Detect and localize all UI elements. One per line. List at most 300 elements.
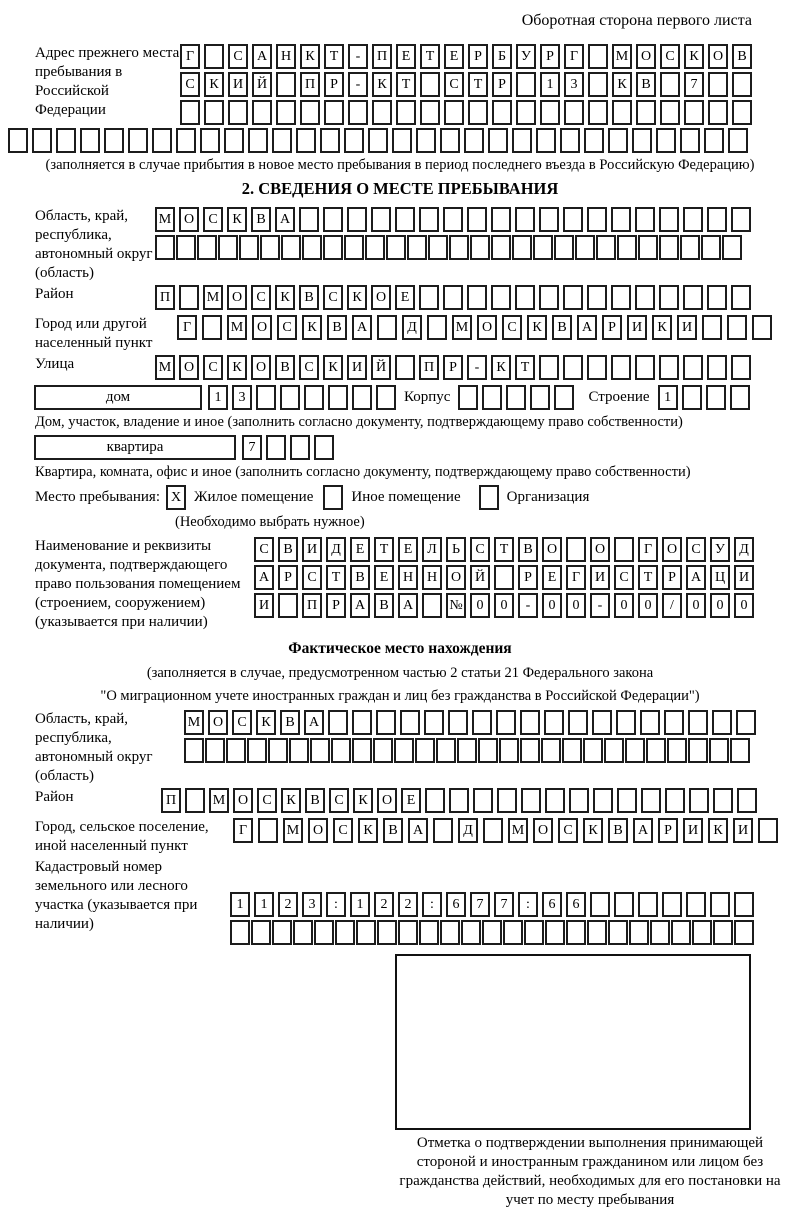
char-box[interactable]: И	[347, 355, 367, 380]
char-box[interactable]: К	[372, 72, 392, 97]
char-box[interactable]	[539, 207, 559, 232]
char-box[interactable]: Е	[542, 565, 562, 590]
char-box[interactable]: -	[590, 593, 610, 618]
char-box[interactable]: В	[518, 537, 538, 562]
char-box[interactable]	[268, 738, 288, 763]
char-box[interactable]: С	[251, 285, 271, 310]
char-box[interactable]	[56, 128, 76, 153]
char-box[interactable]	[256, 385, 276, 410]
char-box[interactable]: С	[502, 315, 522, 340]
char-box[interactable]	[688, 710, 708, 735]
char-box[interactable]	[293, 920, 313, 945]
char-box[interactable]	[488, 128, 508, 153]
char-box[interactable]	[230, 920, 250, 945]
char-box[interactable]: М	[209, 788, 229, 813]
char-box[interactable]: О	[377, 788, 397, 813]
char-box[interactable]	[708, 72, 728, 97]
char-box[interactable]: Й	[252, 72, 272, 97]
char-box[interactable]: С	[333, 818, 353, 843]
char-box[interactable]	[473, 788, 493, 813]
checkbox-zhiloe[interactable]: X	[166, 485, 186, 510]
char-box[interactable]	[554, 385, 574, 410]
char-box[interactable]	[228, 100, 248, 125]
char-box[interactable]: В	[732, 44, 752, 69]
char-box[interactable]: К	[302, 315, 322, 340]
char-box[interactable]: К	[612, 72, 632, 97]
char-box[interactable]	[635, 207, 655, 232]
char-box[interactable]: Т	[324, 44, 344, 69]
char-box[interactable]: №	[446, 593, 466, 618]
char-box[interactable]: 0	[494, 593, 514, 618]
char-box[interactable]	[377, 315, 397, 340]
char-box[interactable]: О	[636, 44, 656, 69]
char-box[interactable]	[482, 385, 502, 410]
char-box[interactable]	[732, 100, 752, 125]
char-box[interactable]	[344, 235, 364, 260]
char-box[interactable]	[588, 44, 608, 69]
char-box[interactable]: К	[358, 818, 378, 843]
char-box[interactable]: Й	[470, 565, 490, 590]
char-box[interactable]	[396, 100, 416, 125]
char-box[interactable]	[386, 235, 406, 260]
char-box[interactable]: К	[275, 285, 295, 310]
char-box[interactable]	[713, 920, 733, 945]
char-box[interactable]: 3	[232, 385, 252, 410]
char-box[interactable]: И	[627, 315, 647, 340]
char-box[interactable]	[104, 128, 124, 153]
char-box[interactable]	[377, 920, 397, 945]
char-box[interactable]	[394, 738, 414, 763]
char-box[interactable]	[310, 738, 330, 763]
char-box[interactable]	[704, 128, 724, 153]
char-box[interactable]: 0	[566, 593, 586, 618]
char-box[interactable]: Р	[602, 315, 622, 340]
char-box[interactable]	[710, 892, 730, 917]
char-box[interactable]: И	[683, 818, 703, 843]
char-box[interactable]	[436, 738, 456, 763]
char-box[interactable]	[617, 788, 637, 813]
char-box[interactable]	[660, 100, 680, 125]
char-box[interactable]: С	[686, 537, 706, 562]
char-box[interactable]	[596, 235, 616, 260]
char-box[interactable]	[276, 100, 296, 125]
char-box[interactable]	[611, 355, 631, 380]
char-box[interactable]: -	[467, 355, 487, 380]
char-box[interactable]: Т	[468, 72, 488, 97]
char-box[interactable]: О	[590, 537, 610, 562]
char-box[interactable]	[398, 920, 418, 945]
char-box[interactable]	[524, 920, 544, 945]
char-box[interactable]	[400, 710, 420, 735]
char-box[interactable]: С	[444, 72, 464, 97]
char-box[interactable]: 3	[302, 892, 322, 917]
char-box[interactable]: С	[660, 44, 680, 69]
char-box[interactable]: П	[372, 44, 392, 69]
char-box[interactable]: О	[179, 355, 199, 380]
char-box[interactable]	[731, 355, 751, 380]
char-box[interactable]	[722, 235, 742, 260]
char-box[interactable]	[478, 738, 498, 763]
char-box[interactable]: О	[251, 355, 271, 380]
char-box[interactable]: 1	[540, 72, 560, 97]
char-box[interactable]	[202, 315, 222, 340]
char-box[interactable]: 0	[734, 593, 754, 618]
char-box[interactable]: У	[710, 537, 730, 562]
char-box[interactable]	[641, 788, 661, 813]
char-box[interactable]: 0	[710, 593, 730, 618]
char-box[interactable]	[683, 285, 703, 310]
char-box[interactable]	[682, 385, 702, 410]
char-box[interactable]: А	[254, 565, 274, 590]
char-box[interactable]: Р	[540, 44, 560, 69]
char-box[interactable]: С	[323, 285, 343, 310]
char-box[interactable]: С	[302, 565, 322, 590]
char-box[interactable]: А	[686, 565, 706, 590]
char-box[interactable]: С	[614, 565, 634, 590]
char-box[interactable]: -	[348, 44, 368, 69]
char-box[interactable]: Р	[324, 72, 344, 97]
char-box[interactable]: В	[305, 788, 325, 813]
char-box[interactable]	[483, 818, 503, 843]
char-box[interactable]: :	[518, 892, 538, 917]
char-box[interactable]: И	[734, 565, 754, 590]
char-box[interactable]	[689, 788, 709, 813]
char-box[interactable]: С	[329, 788, 349, 813]
char-box[interactable]	[659, 235, 679, 260]
char-box[interactable]	[280, 385, 300, 410]
char-box[interactable]	[176, 235, 196, 260]
char-box[interactable]: Г	[180, 44, 200, 69]
char-box[interactable]	[467, 207, 487, 232]
char-box[interactable]: А	[275, 207, 295, 232]
char-box[interactable]: К	[652, 315, 672, 340]
char-box[interactable]: Н	[398, 565, 418, 590]
char-box[interactable]	[736, 710, 756, 735]
char-box[interactable]	[590, 892, 610, 917]
char-box[interactable]: Р	[443, 355, 463, 380]
char-box[interactable]	[560, 128, 580, 153]
char-box[interactable]: Г	[564, 44, 584, 69]
char-box[interactable]: К	[227, 207, 247, 232]
char-box[interactable]	[533, 235, 553, 260]
char-box[interactable]	[706, 385, 726, 410]
char-box[interactable]: А	[350, 593, 370, 618]
char-box[interactable]: Р	[518, 565, 538, 590]
char-box[interactable]	[200, 128, 220, 153]
char-box[interactable]	[352, 738, 372, 763]
char-box[interactable]: Т	[638, 565, 658, 590]
char-box[interactable]	[457, 738, 477, 763]
char-box[interactable]	[128, 128, 148, 153]
char-box[interactable]: Г	[233, 818, 253, 843]
char-box[interactable]	[197, 235, 217, 260]
char-box[interactable]: М	[227, 315, 247, 340]
char-box[interactable]: Г	[566, 565, 586, 590]
char-box[interactable]: О	[477, 315, 497, 340]
char-box[interactable]	[281, 235, 301, 260]
checkbox-inoe[interactable]	[323, 485, 343, 510]
char-box[interactable]: Е	[398, 537, 418, 562]
char-box[interactable]	[395, 355, 415, 380]
char-box[interactable]	[299, 207, 319, 232]
char-box[interactable]	[659, 285, 679, 310]
char-box[interactable]: Р	[326, 593, 346, 618]
char-box[interactable]	[539, 285, 559, 310]
char-box[interactable]	[331, 738, 351, 763]
char-box[interactable]: 7	[470, 892, 490, 917]
char-box[interactable]	[440, 128, 460, 153]
char-box[interactable]: Д	[326, 537, 346, 562]
char-box[interactable]	[563, 355, 583, 380]
char-box[interactable]: :	[326, 892, 346, 917]
char-box[interactable]: К	[491, 355, 511, 380]
char-box[interactable]	[640, 710, 660, 735]
char-box[interactable]: Т	[420, 44, 440, 69]
char-box[interactable]	[422, 593, 442, 618]
char-box[interactable]	[258, 818, 278, 843]
char-box[interactable]	[494, 565, 514, 590]
char-box[interactable]: И	[302, 537, 322, 562]
char-box[interactable]	[664, 710, 684, 735]
char-box[interactable]: 6	[446, 892, 466, 917]
char-box[interactable]	[707, 207, 727, 232]
char-box[interactable]	[468, 100, 488, 125]
char-box[interactable]: Г	[638, 537, 658, 562]
char-box[interactable]	[444, 100, 464, 125]
char-box[interactable]	[516, 72, 536, 97]
char-box[interactable]	[701, 235, 721, 260]
char-box[interactable]	[499, 738, 519, 763]
char-box[interactable]: К	[300, 44, 320, 69]
char-box[interactable]	[611, 207, 631, 232]
char-box[interactable]: В	[552, 315, 572, 340]
char-box[interactable]	[617, 235, 637, 260]
char-box[interactable]	[395, 207, 415, 232]
char-box[interactable]: 0	[470, 593, 490, 618]
char-box[interactable]	[314, 920, 334, 945]
char-box[interactable]: М	[452, 315, 472, 340]
char-box[interactable]	[732, 72, 752, 97]
char-box[interactable]	[516, 100, 536, 125]
char-box[interactable]	[272, 128, 292, 153]
char-box[interactable]	[611, 285, 631, 310]
char-box[interactable]: О	[208, 710, 228, 735]
char-box[interactable]	[659, 207, 679, 232]
char-box[interactable]	[371, 207, 391, 232]
char-box[interactable]	[8, 128, 28, 153]
char-box[interactable]: Й	[371, 355, 391, 380]
char-box[interactable]	[347, 207, 367, 232]
char-box[interactable]	[32, 128, 52, 153]
char-box[interactable]	[448, 710, 468, 735]
char-box[interactable]	[458, 385, 478, 410]
char-box[interactable]: А	[252, 44, 272, 69]
char-box[interactable]	[440, 920, 460, 945]
char-box[interactable]	[512, 128, 532, 153]
char-box[interactable]: 7	[684, 72, 704, 97]
char-box[interactable]	[671, 920, 691, 945]
char-box[interactable]: Д	[458, 818, 478, 843]
char-box[interactable]	[482, 920, 502, 945]
char-box[interactable]: А	[304, 710, 324, 735]
char-box[interactable]	[638, 235, 658, 260]
char-box[interactable]	[224, 128, 244, 153]
char-box[interactable]	[356, 920, 376, 945]
char-box[interactable]	[80, 128, 100, 153]
char-box[interactable]: С	[558, 818, 578, 843]
char-box[interactable]	[566, 920, 586, 945]
char-box[interactable]	[564, 100, 584, 125]
char-box[interactable]	[344, 128, 364, 153]
char-box[interactable]	[702, 315, 722, 340]
char-box[interactable]	[614, 537, 634, 562]
char-box[interactable]: М	[155, 207, 175, 232]
char-box[interactable]: К	[583, 818, 603, 843]
char-box[interactable]	[491, 285, 511, 310]
char-box[interactable]: П	[302, 593, 322, 618]
char-box[interactable]	[324, 100, 344, 125]
char-box[interactable]	[472, 710, 492, 735]
char-box[interactable]: П	[161, 788, 181, 813]
char-box[interactable]: 1	[230, 892, 250, 917]
char-box[interactable]	[638, 892, 658, 917]
char-box[interactable]: В	[374, 593, 394, 618]
char-box[interactable]	[752, 315, 772, 340]
char-box[interactable]: С	[232, 710, 252, 735]
char-box[interactable]: Е	[396, 44, 416, 69]
char-box[interactable]	[226, 738, 246, 763]
char-box[interactable]	[684, 100, 704, 125]
char-box[interactable]: К	[527, 315, 547, 340]
char-box[interactable]	[575, 235, 595, 260]
char-box[interactable]	[289, 738, 309, 763]
char-box[interactable]: А	[398, 593, 418, 618]
char-box[interactable]: О	[533, 818, 553, 843]
char-box[interactable]: Е	[444, 44, 464, 69]
char-box[interactable]: С	[257, 788, 277, 813]
char-box[interactable]: В	[280, 710, 300, 735]
char-box[interactable]: Е	[374, 565, 394, 590]
char-box[interactable]	[376, 710, 396, 735]
char-box[interactable]	[428, 235, 448, 260]
char-box[interactable]	[419, 920, 439, 945]
char-box[interactable]	[470, 235, 490, 260]
char-box[interactable]: М	[508, 818, 528, 843]
char-box[interactable]: П	[155, 285, 175, 310]
char-box[interactable]	[592, 710, 612, 735]
char-box[interactable]	[632, 128, 652, 153]
char-box[interactable]	[433, 818, 453, 843]
char-box[interactable]	[218, 235, 238, 260]
char-box[interactable]: К	[281, 788, 301, 813]
char-box[interactable]: В	[608, 818, 628, 843]
char-box[interactable]: В	[636, 72, 656, 97]
char-box[interactable]: Ь	[446, 537, 466, 562]
char-box[interactable]: К	[684, 44, 704, 69]
char-box[interactable]: Т	[494, 537, 514, 562]
char-box[interactable]	[204, 100, 224, 125]
char-box[interactable]: В	[350, 565, 370, 590]
char-box[interactable]: 3	[564, 72, 584, 97]
char-box[interactable]	[503, 920, 523, 945]
char-box[interactable]	[420, 100, 440, 125]
char-box[interactable]: В	[251, 207, 271, 232]
char-box[interactable]	[365, 235, 385, 260]
char-box[interactable]	[680, 235, 700, 260]
char-box[interactable]: М	[155, 355, 175, 380]
char-box[interactable]	[335, 920, 355, 945]
char-box[interactable]: А	[577, 315, 597, 340]
char-box[interactable]: С	[299, 355, 319, 380]
char-box[interactable]: А	[633, 818, 653, 843]
char-box[interactable]	[629, 920, 649, 945]
char-box[interactable]	[646, 738, 666, 763]
char-box[interactable]	[554, 235, 574, 260]
char-box[interactable]: 7	[242, 435, 262, 460]
char-box[interactable]: К	[347, 285, 367, 310]
char-box[interactable]: Р	[278, 565, 298, 590]
char-box[interactable]: У	[516, 44, 536, 69]
char-box[interactable]	[530, 385, 550, 410]
char-box[interactable]: К	[227, 355, 247, 380]
char-box[interactable]	[569, 788, 589, 813]
char-box[interactable]: 6	[542, 892, 562, 917]
char-box[interactable]	[152, 128, 172, 153]
char-box[interactable]: О	[233, 788, 253, 813]
char-box[interactable]	[467, 285, 487, 310]
char-box[interactable]: О	[542, 537, 562, 562]
char-box[interactable]	[461, 920, 481, 945]
char-box[interactable]	[608, 128, 628, 153]
char-box[interactable]: Н	[276, 44, 296, 69]
char-box[interactable]	[730, 385, 750, 410]
char-box[interactable]	[515, 285, 535, 310]
char-box[interactable]: А	[408, 818, 428, 843]
char-box[interactable]	[492, 100, 512, 125]
char-box[interactable]: С	[203, 207, 223, 232]
char-box[interactable]	[328, 385, 348, 410]
char-box[interactable]	[656, 128, 676, 153]
char-box[interactable]: Т	[326, 565, 346, 590]
char-box[interactable]: Е	[395, 285, 415, 310]
char-box[interactable]	[588, 100, 608, 125]
char-box[interactable]	[680, 128, 700, 153]
char-box[interactable]: С	[277, 315, 297, 340]
checkbox-organizatsiya[interactable]	[479, 485, 499, 510]
char-box[interactable]	[373, 738, 393, 763]
char-box[interactable]	[415, 738, 435, 763]
char-box[interactable]: 0	[638, 593, 658, 618]
char-box[interactable]	[205, 738, 225, 763]
char-box[interactable]	[449, 788, 469, 813]
char-box[interactable]	[496, 710, 516, 735]
char-box[interactable]: Н	[422, 565, 442, 590]
char-box[interactable]: -	[518, 593, 538, 618]
char-box[interactable]	[276, 72, 296, 97]
char-box[interactable]	[420, 72, 440, 97]
char-box[interactable]: Ц	[710, 565, 730, 590]
char-box[interactable]	[521, 788, 541, 813]
char-box[interactable]	[584, 128, 604, 153]
char-box[interactable]	[566, 537, 586, 562]
char-box[interactable]	[376, 385, 396, 410]
char-box[interactable]: 2	[374, 892, 394, 917]
char-box[interactable]	[443, 285, 463, 310]
char-box[interactable]	[323, 207, 343, 232]
char-box[interactable]	[587, 355, 607, 380]
char-box[interactable]	[314, 435, 334, 460]
char-box[interactable]	[520, 710, 540, 735]
